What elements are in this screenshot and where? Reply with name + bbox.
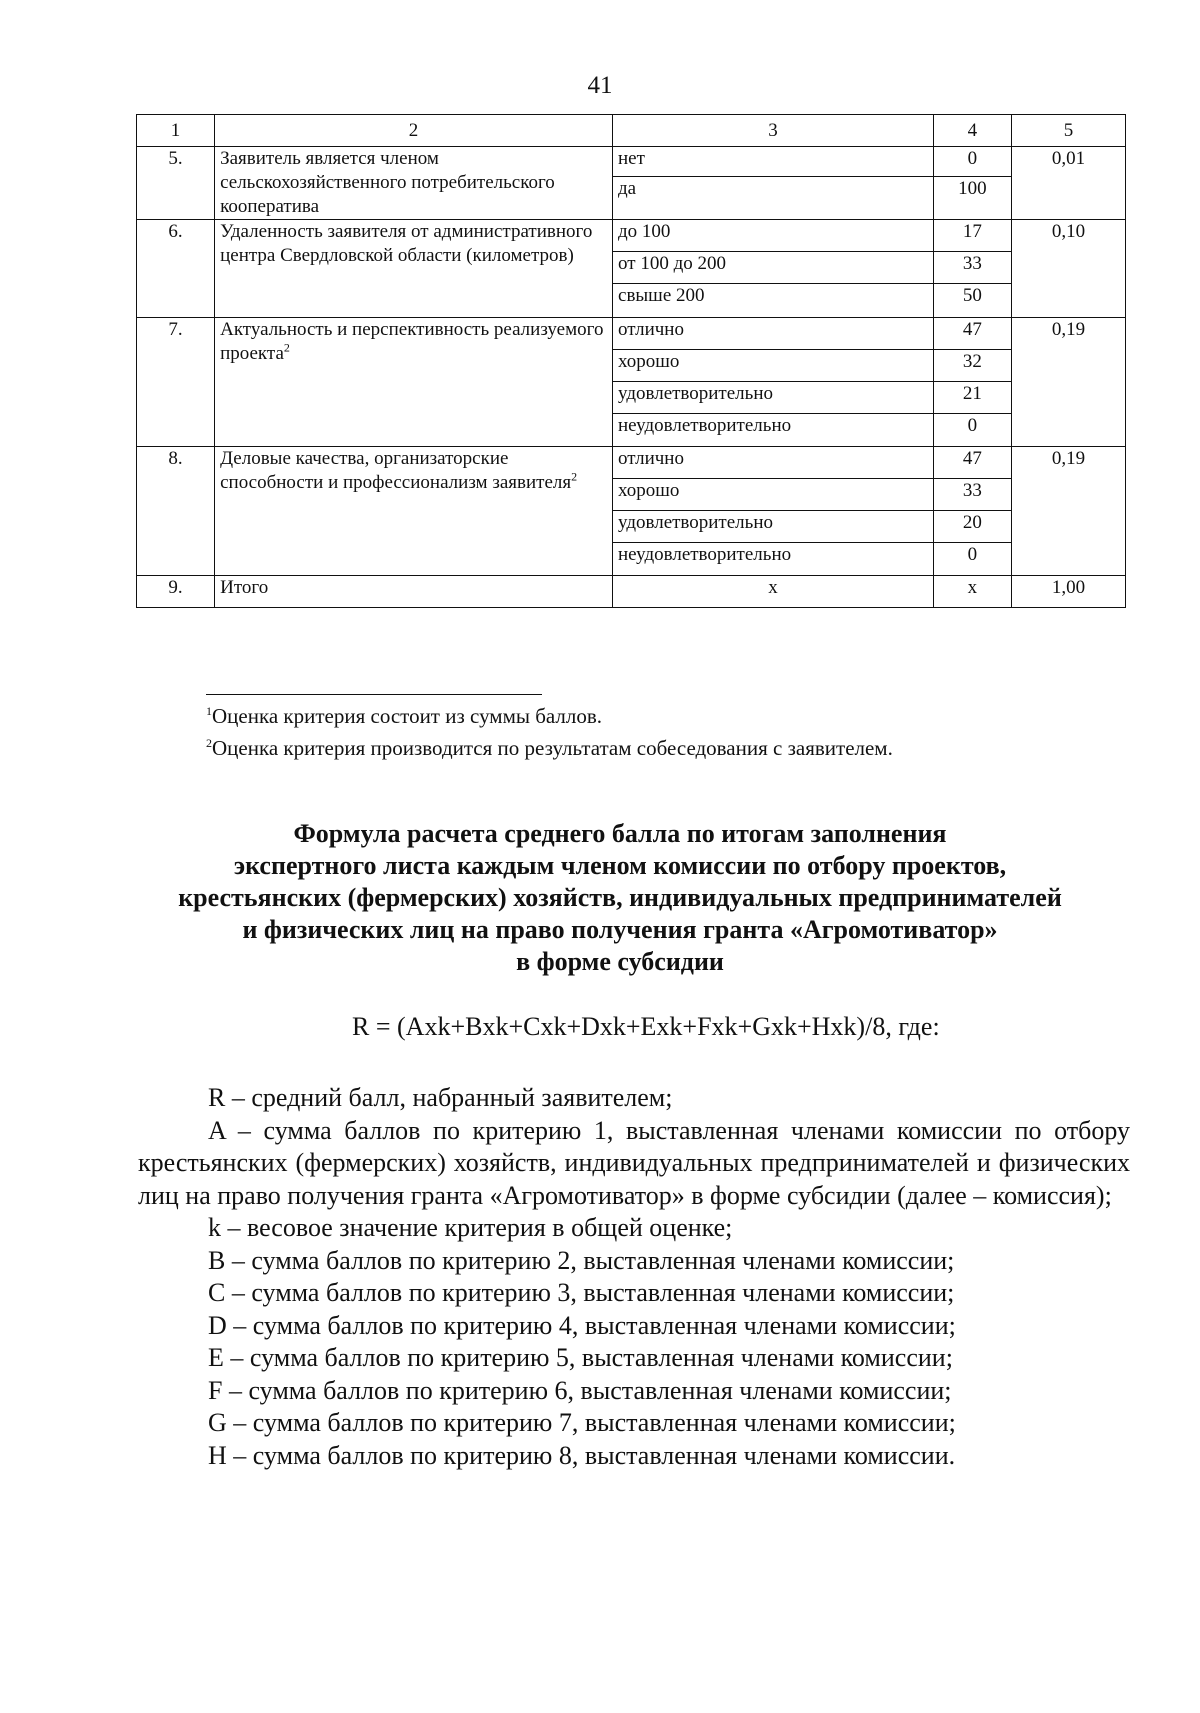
criterion-text: Деловые качества, организаторские способности и профессионализм заявителя [220,448,572,493]
legend-item: F – сумма баллов по критерию 6, выставленная членами комиссии; [208,1375,952,1405]
page-number: 41 [587,72,613,99]
option-label: неудовлетворительно [613,543,934,576]
criterion-number: 8. [137,447,215,576]
total-row [137,576,1126,608]
table-row [137,318,1126,350]
column-header: 4 [933,115,1011,147]
total-number: 9. [137,576,215,608]
legend-item: B – сумма баллов по критерию 2, выставленная членами комиссии; [208,1245,955,1275]
option-label: нет [613,147,934,177]
legend-item: H – сумма баллов по критерию 8, выставленная членами комиссии. [208,1440,956,1470]
legend-item: A – сумма баллов по критерию 1, выставленная членами комиссии по отбору крестьянских (фермерских) хозяйств, индивидуальных предпринимателей и физических лиц на право получения гранта «Агромотиватор» в форме субсидии (далее – комиссия); [138,1115,1130,1210]
option-label: удовлетворительно [613,511,934,543]
option-score: 32 [933,350,1011,382]
option-score: 20 [933,511,1011,543]
footnote [206,700,1106,732]
footnote-mark: 1 [206,704,212,718]
option-label: отлично [613,318,934,350]
column-header: 5 [1011,115,1125,147]
option-label: отлично [613,447,934,479]
criterion-name [215,318,613,447]
legend-item: E – сумма баллов по критерию 5, выставленная членами комиссии; [208,1343,953,1372]
section-heading [120,818,1120,978]
heading-line: крестьянских (фермерских) хозяйств, индивидуальных предпринимателей [178,883,1062,912]
option-label: до 100 [613,220,934,252]
footnotes [206,700,1106,764]
legend-item: G – сумма баллов по критерию 7, выставленная членами комиссии; [208,1408,956,1437]
legend-item: k – весовое значение критерия в общей оценке; [208,1213,733,1242]
column-header: 3 [613,115,934,147]
option-score: 33 [933,252,1011,284]
option-label: хорошо [613,479,934,511]
footnote-mark: 2 [283,340,290,355]
option-score: 21 [933,382,1011,414]
option-score: 17 [933,220,1011,252]
option-score: 100 [933,176,1011,219]
criterion-weight: 0,10 [1011,220,1125,318]
option-score: 47 [933,447,1011,479]
footnote-text: Оценка критерия состоит из суммы баллов. [212,704,603,728]
footnote [206,732,1106,764]
table-row [137,447,1126,479]
formula: R = (Axk+Bxk+Cxk+Dxk+Exk+Fxk+Gxk+Hxk)/8, где: [352,1012,940,1041]
table-row [137,147,1126,177]
footnote-divider [206,694,542,695]
criterion-weight: 0,19 [1011,318,1125,447]
criteria-table [136,114,1126,608]
heading-line: Формула расчета среднего балла по итогам заполнения [293,819,947,848]
column-header: 2 [215,115,613,147]
option-label: неудовлетворительно [613,414,934,447]
column-header: 1 [137,115,215,147]
table-row [137,220,1126,252]
option-score: 47 [933,318,1011,350]
table-header-row [137,115,1126,147]
criterion-text: Актуальность и перспективность реализуемого проекта [220,319,604,364]
option-score: 0 [933,543,1011,576]
heading-line: в форме субсидии [516,947,724,976]
criterion-weight: 0,19 [1011,447,1125,576]
criterion-number: 6. [137,220,215,318]
total-col3: х [613,576,934,608]
option-label: да [613,176,934,219]
footnote-mark: 2 [571,469,578,484]
total-weight: 1,00 [1011,576,1125,608]
criterion-number: 5. [137,147,215,220]
footnote-mark: 2 [206,736,212,750]
criterion-name [215,147,613,220]
criterion-name [215,220,613,318]
total-label: Итого [215,576,613,608]
option-score: 33 [933,479,1011,511]
legend-item: R – средний балл, набранный заявителем; [208,1083,673,1112]
criterion-weight: 0,01 [1011,147,1125,220]
option-label: удовлетворительно [613,382,934,414]
criterion-text: Заявитель является членом сельскохозяйственного потребительского кооператива [220,148,555,217]
option-label: свыше 200 [613,284,934,318]
option-label: хорошо [613,350,934,382]
legend-item: C – сумма баллов по критерию 3, выставленная членами комиссии; [208,1278,955,1307]
criterion-number: 7. [137,318,215,447]
formula-legend [138,1082,1130,1472]
option-label: от 100 до 200 [613,252,934,284]
footnote-text: Оценка критерия производится по результатам собеседования с заявителем. [212,736,893,760]
option-score: 50 [933,284,1011,318]
total-col4: х [933,576,1011,608]
criterion-text: Удаленность заявителя от административного центра Свердловской области (километров) [220,221,593,266]
legend-item: D – сумма баллов по критерию 4, выставленная членами комиссии; [208,1310,956,1340]
option-score: 0 [933,147,1011,177]
heading-line: экспертного листа каждым членом комиссии по отбору проектов, [233,851,1007,880]
option-score: 0 [933,414,1011,447]
criterion-name [215,447,613,576]
heading-line: и физических лиц на право получения гранта «Агромотиватор» [242,915,998,944]
